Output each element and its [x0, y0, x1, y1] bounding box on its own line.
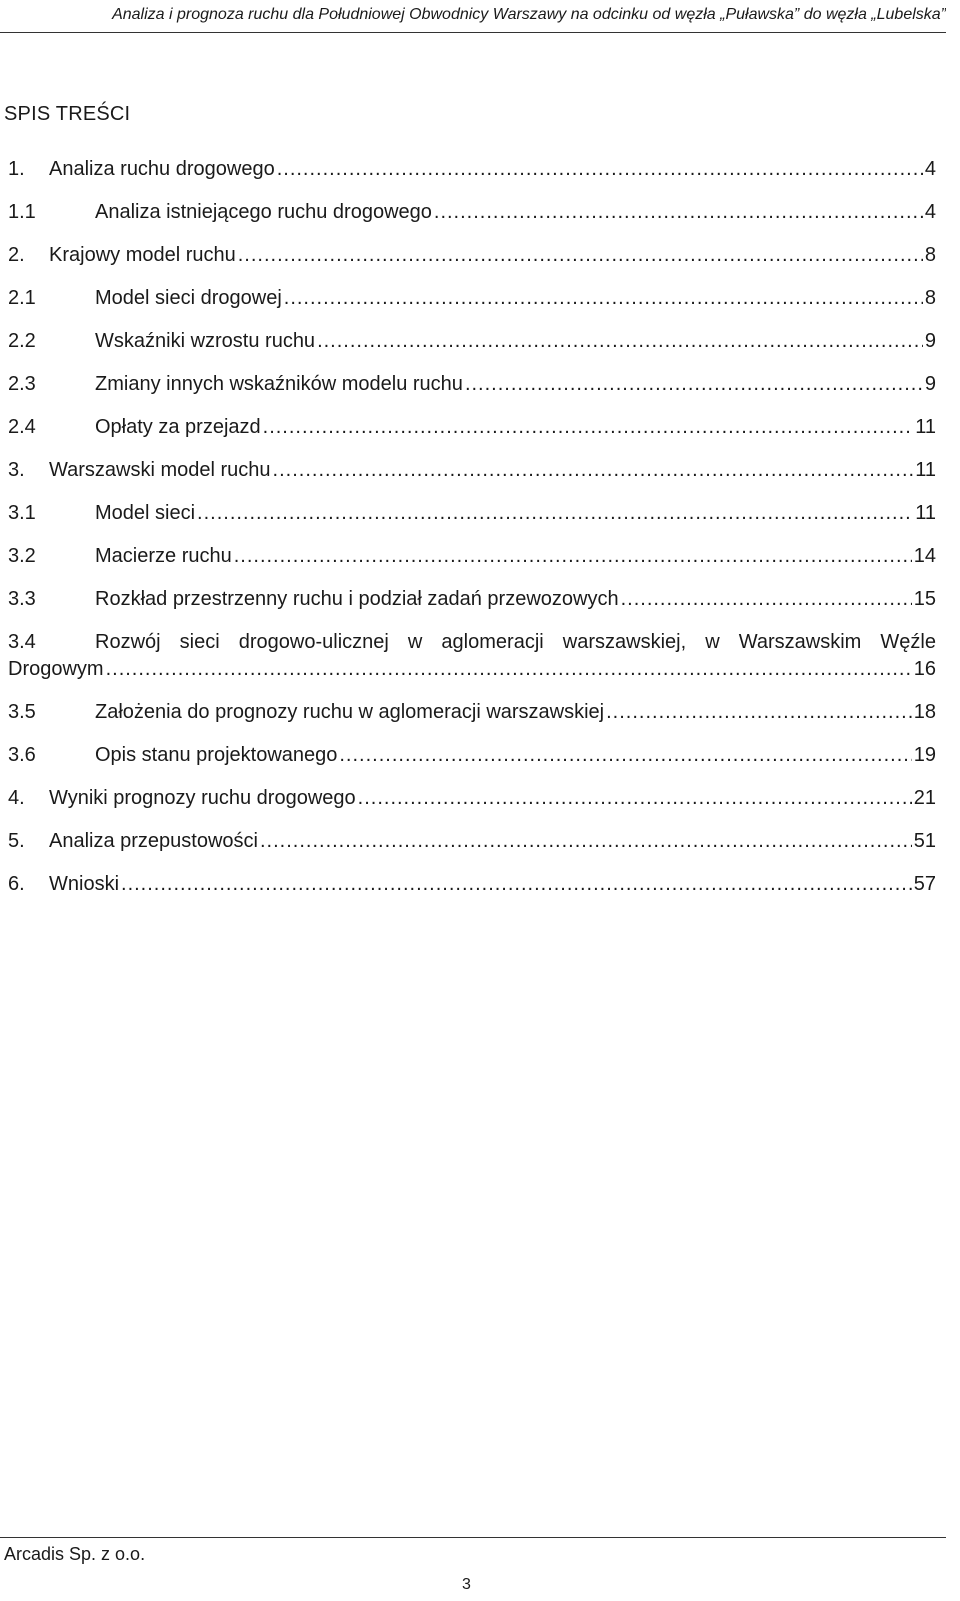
toc-entry-number: 3.6	[8, 744, 36, 766]
toc-entry-number: 2.3	[8, 373, 36, 395]
toc-entry-title: Warszawski model ruchu	[49, 459, 271, 481]
toc-entry-title-continuation: Drogowym	[8, 658, 104, 680]
toc-entry-title: Analiza istniejącego ruchu drogowego	[95, 201, 432, 223]
toc-entry-title: Rozkład przestrzenny ruchu i podział zadań przewozowych	[95, 588, 619, 610]
toc-entry[interactable]	[8, 742, 936, 769]
toc-entry-page: 9	[924, 373, 936, 395]
dot-leader	[339, 742, 911, 769]
toc-entry-number: 1.1	[8, 201, 36, 223]
toc-entry-page: 4	[924, 201, 936, 223]
footer-divider	[0, 1537, 946, 1538]
toc-entry-number: 6.	[8, 873, 25, 895]
toc-entry-number: 4.	[8, 787, 25, 809]
toc-entry-number: 1.	[8, 158, 25, 180]
dot-leader	[358, 785, 912, 812]
toc-entry-number: 2.2	[8, 330, 36, 352]
running-header: Analiza i prognoza ruchu dla Południowej Obwodnicy Warszawy na odcinku od węzła „Puławska” do węzła „Lubelska”	[112, 6, 946, 23]
toc-entry-page: 11	[915, 459, 936, 481]
toc-entry-title: Analiza przepustowości	[49, 830, 258, 852]
dot-leader	[260, 828, 912, 855]
toc-entry[interactable]	[8, 785, 936, 812]
toc-entry[interactable]	[8, 285, 936, 312]
dot-leader	[273, 457, 914, 484]
toc-entry[interactable]	[8, 156, 936, 183]
toc-entry[interactable]	[8, 328, 936, 355]
toc-entry-page: 15	[913, 588, 936, 610]
toc-entry-title: Wnioski	[49, 873, 120, 895]
toc-entry[interactable]	[8, 871, 936, 898]
toc-entry[interactable]	[8, 500, 936, 527]
toc-entry-number: 2.4	[8, 416, 36, 438]
dot-leader	[434, 199, 923, 226]
toc-entry-page: 21	[913, 787, 936, 809]
toc-entry-number: 2.	[8, 244, 25, 266]
toc-entry-number: 3.4	[8, 631, 36, 653]
toc-entry-page: 19	[913, 744, 936, 766]
toc-entry[interactable]	[8, 242, 936, 269]
toc-entry-page: 8	[924, 244, 936, 266]
toc-entry-title: Krajowy model ruchu	[49, 244, 236, 266]
toc-entry-title: Rozwój sieci drogowo-ulicznej w aglomeracji warszawskiej, w Warszawskim Węźle	[95, 631, 936, 653]
toc-entry-page: 18	[913, 701, 936, 723]
toc-entry-page: 14	[913, 545, 936, 567]
toc-entry-title: Wyniki prognozy ruchu drogowego	[49, 787, 356, 809]
header-divider	[0, 32, 946, 33]
toc-entry[interactable]	[8, 543, 936, 570]
toc-entry-title: Opłaty za przejazd	[95, 416, 261, 438]
toc-entry-title: Zmiany innych wskaźników modelu ruchu	[95, 373, 463, 395]
toc-entry[interactable]	[8, 457, 936, 484]
toc-entry[interactable]	[8, 586, 936, 613]
toc-entry-number: 5.	[8, 830, 25, 852]
toc-entry-number: 3.	[8, 459, 25, 481]
toc-entry-title: Analiza ruchu drogowego	[49, 158, 275, 180]
dot-leader	[234, 543, 912, 570]
dot-leader	[284, 285, 923, 312]
toc-entry-page: 11	[915, 416, 936, 438]
dot-leader	[465, 371, 923, 398]
toc-entry-page: 51	[913, 830, 936, 852]
toc-entry[interactable]	[8, 199, 936, 226]
toc-entry-page: 8	[924, 287, 936, 309]
toc-entry-page: 4	[924, 158, 936, 180]
toc-entry-page: 9	[924, 330, 936, 352]
toc-entry-title: Wskaźniki wzrostu ruchu	[95, 330, 316, 352]
toc-entry[interactable]	[8, 371, 936, 398]
toc-heading: SPIS TREŚCI	[4, 103, 131, 125]
toc-entry-page: 11	[915, 502, 936, 524]
dot-leader	[106, 656, 912, 683]
dot-leader	[263, 414, 914, 441]
toc-entry-title: Model sieci drogowej	[95, 287, 282, 309]
toc-entry-number: 3.1	[8, 502, 36, 524]
toc-entry[interactable]	[8, 828, 936, 855]
dot-leader	[317, 328, 923, 355]
dot-leader	[238, 242, 923, 269]
toc-entry[interactable]	[8, 699, 936, 726]
dot-leader	[121, 871, 912, 898]
toc-entry[interactable]	[8, 629, 936, 683]
toc-entry-page: 16	[913, 658, 936, 680]
toc-entry-number: 3.5	[8, 701, 36, 723]
dot-leader	[621, 586, 912, 613]
toc-entry-title: Model sieci	[95, 502, 196, 524]
dot-leader	[197, 500, 913, 527]
toc-entry-title: Opis stanu projektowanego	[95, 744, 338, 766]
toc-entry-page: 57	[913, 873, 936, 895]
toc-entry[interactable]	[8, 414, 936, 441]
dot-leader	[277, 156, 923, 183]
toc-entry-title: Założenia do prognozy ruchu w aglomeracji warszawskiej	[95, 701, 605, 723]
table-of-contents	[8, 156, 936, 914]
toc-entry-number: 3.3	[8, 588, 36, 610]
dot-leader	[606, 699, 912, 726]
footer-page-number: 3	[462, 1576, 471, 1593]
toc-entry-number: 2.1	[8, 287, 36, 309]
toc-entry-number: 3.2	[8, 545, 36, 567]
footer-company: Arcadis Sp. z o.o.	[4, 1544, 146, 1564]
toc-entry-title: Macierze ruchu	[95, 545, 232, 567]
